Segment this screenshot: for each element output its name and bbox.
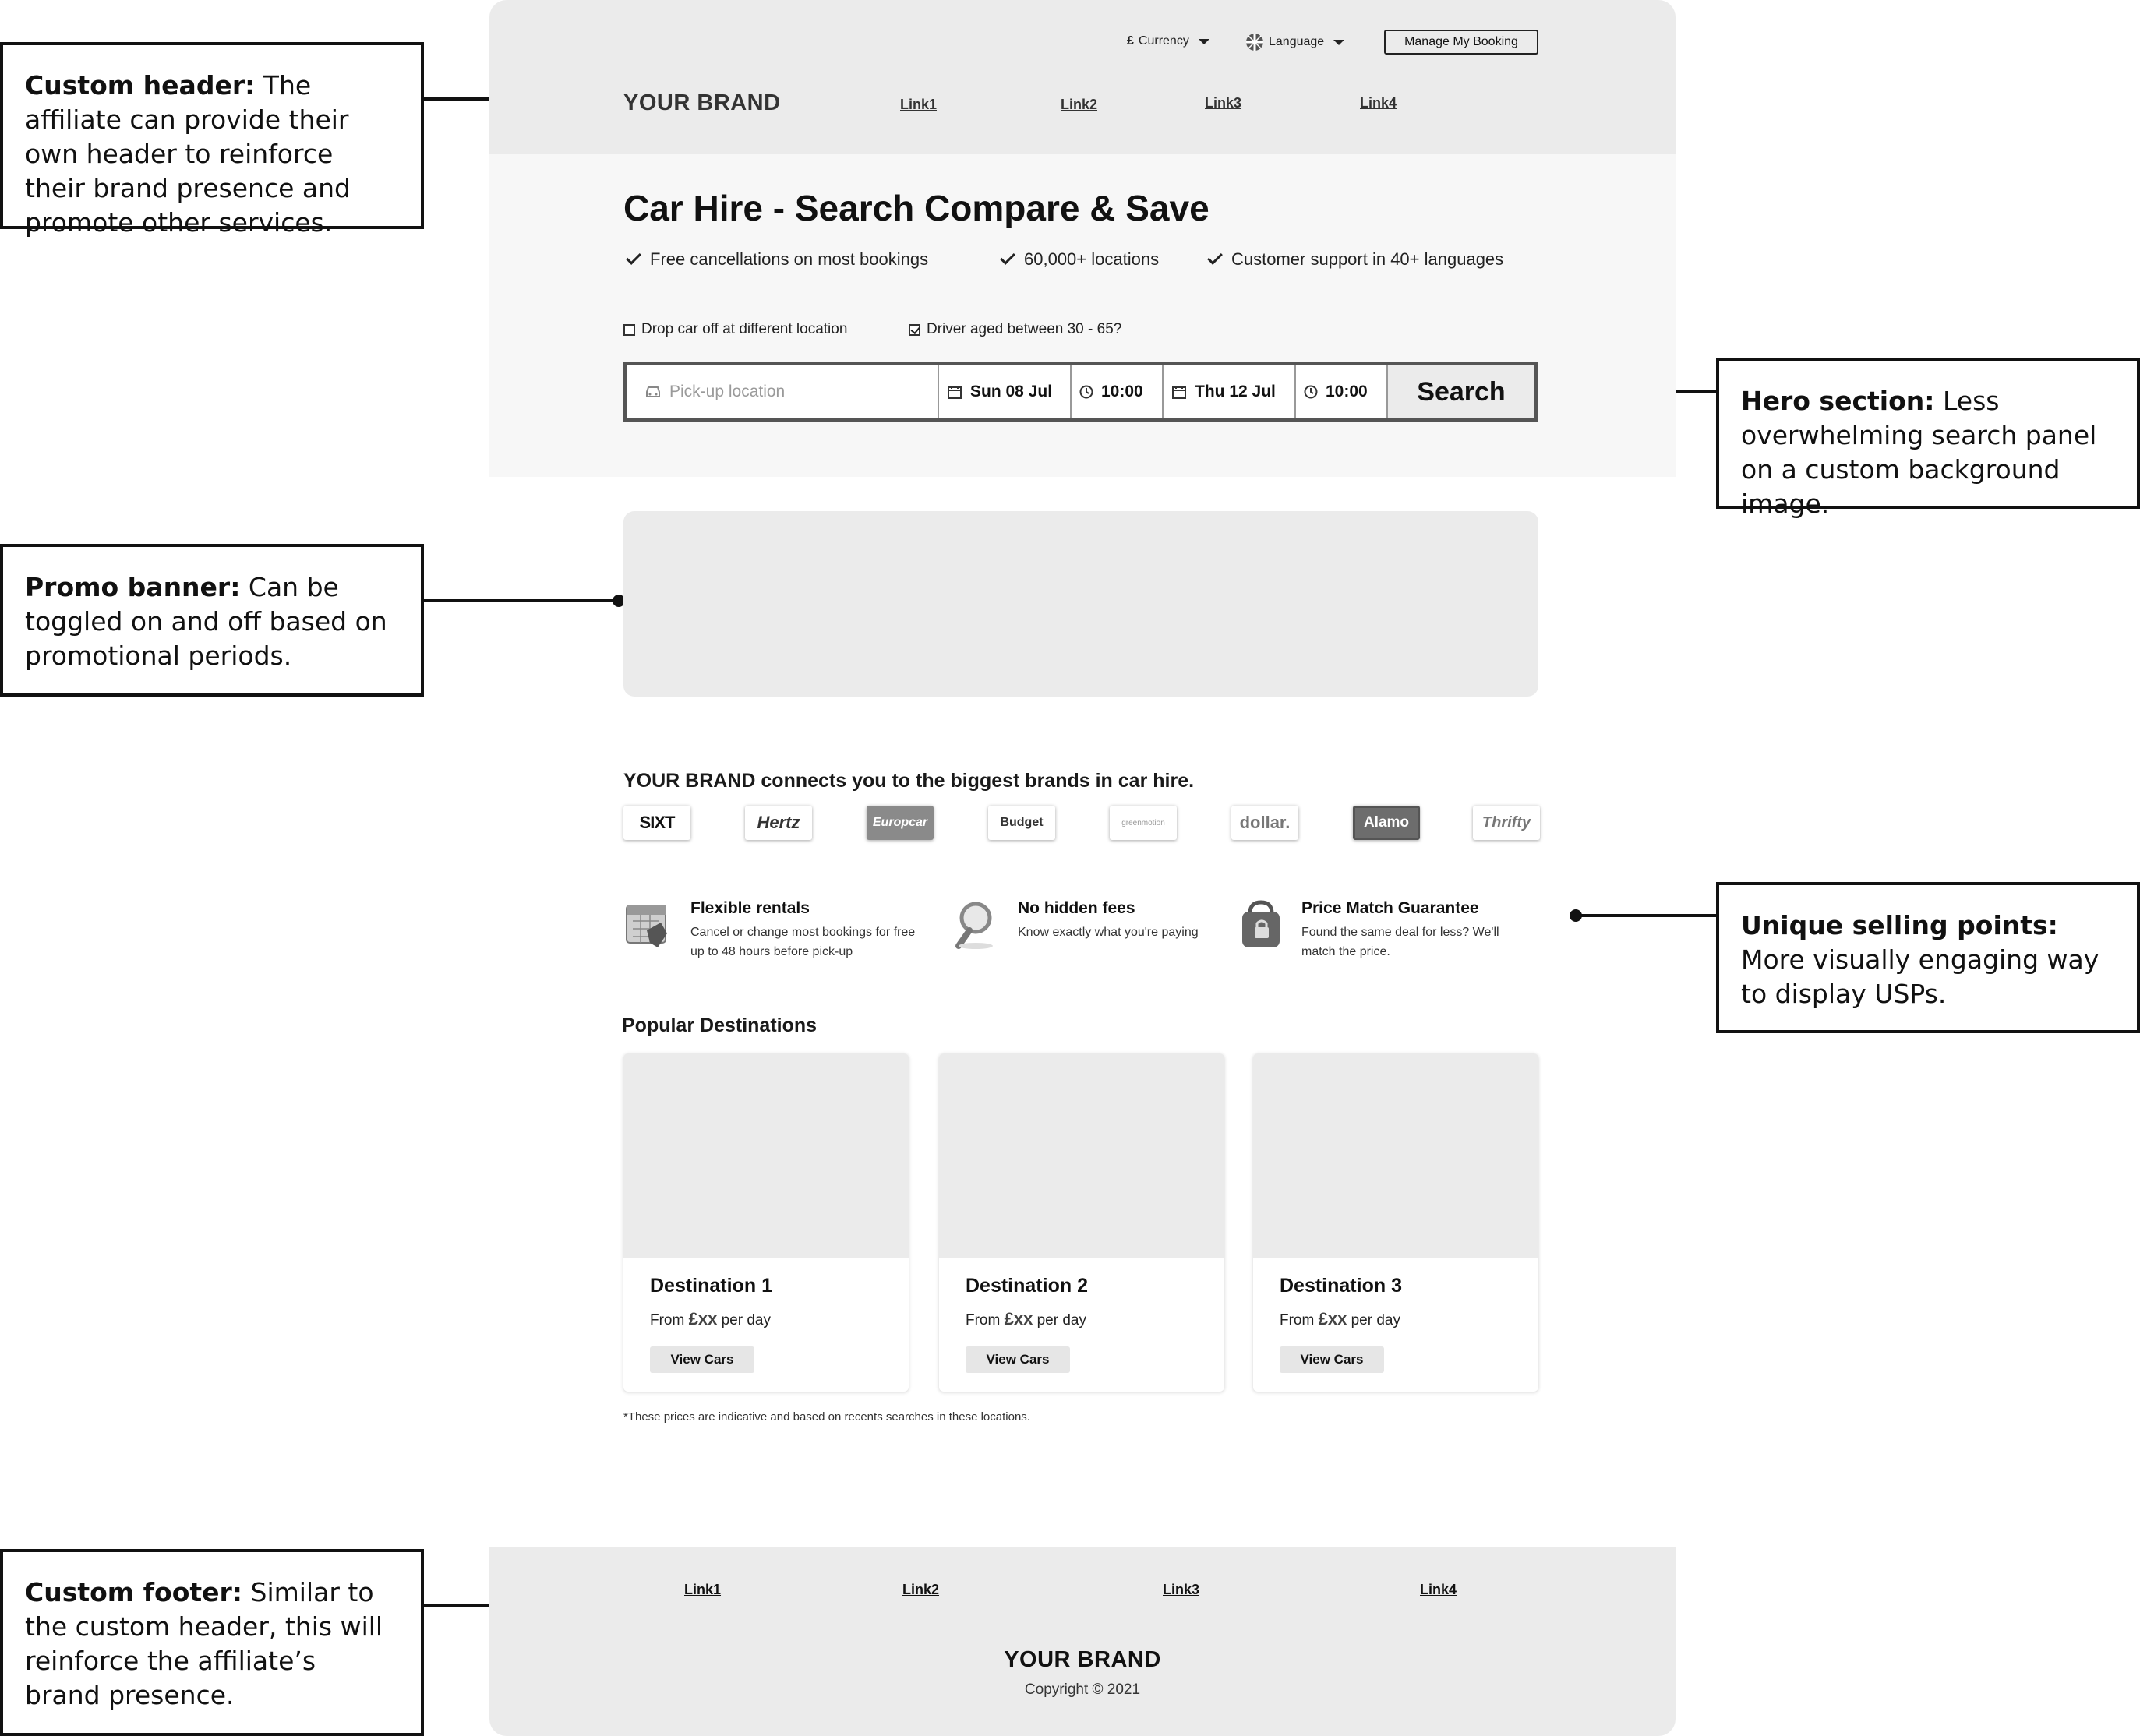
annotation-title: Hero section:: [1741, 386, 1935, 416]
footer-link-4[interactable]: Link4: [1420, 1582, 1457, 1597]
pickup-date-value: Sun 08 Jul: [970, 383, 1053, 400]
calendar-icon: [1171, 384, 1187, 400]
annotation-text: Similar to the custom header, this will reinforce the affiliate’s brand presence.: [25, 1577, 383, 1710]
header-link-2[interactable]: Link2: [1061, 97, 1098, 112]
pickup-placeholder: Pick-up location: [669, 383, 786, 400]
view-cars-button[interactable]: View Cars: [966, 1346, 1070, 1373]
header-link-4[interactable]: Link4: [1360, 95, 1397, 111]
usp-text: Know exactly what you're paying: [1018, 926, 1199, 939]
destination-price: [650, 1309, 771, 1329]
language-label: Language: [1269, 35, 1325, 48]
price-prefix: From: [1280, 1312, 1319, 1328]
different-dropoff-option[interactable]: [623, 321, 847, 338]
checkbox-label: Driver aged between 30 - 65?: [927, 321, 1122, 337]
usp-text: Found the same deal for less? We'll match the price.: [1301, 926, 1499, 958]
calendar-icon: [947, 384, 962, 400]
caret-down-icon: [1333, 40, 1344, 45]
footer-link-2[interactable]: Link2: [902, 1582, 940, 1597]
brands-title: YOUR BRAND connects you to the biggest brands in car hire.: [623, 770, 1195, 792]
check-icon: [626, 249, 641, 265]
hero-usp-text: 60,000+ locations: [1024, 249, 1160, 269]
price-suffix: per day: [1347, 1312, 1400, 1328]
destination-image: [939, 1053, 1224, 1258]
different-dropoff-checkbox[interactable]: [623, 324, 635, 336]
europcar-logo: Europcar: [867, 806, 934, 840]
annotation-title: Custom header:: [25, 70, 256, 101]
hero-usp-text: Customer support in 40+ languages: [1231, 249, 1504, 269]
annotation-unique-selling-points: [1716, 882, 2140, 1033]
hero-usp-text: Free cancellations on most bookings: [650, 249, 929, 269]
annotation-title: Unique selling points:: [1741, 910, 2058, 940]
promo-banner[interactable]: [623, 511, 1538, 697]
currency-label: Currency: [1138, 34, 1189, 48]
price-suffix: per day: [1033, 1312, 1086, 1328]
hero-usp: [627, 249, 928, 270]
price-value: £xx: [1318, 1309, 1347, 1328]
greenmotion-logo: greenmotion: [1110, 806, 1177, 840]
price-disclaimer: *These prices are indicative and based on recents searches in these locations.: [623, 1410, 1030, 1424]
language-selector[interactable]: [1245, 33, 1344, 51]
footer-brand-logo[interactable]: YOUR BRAND: [1004, 1647, 1161, 1672]
annotation-title: Custom footer:: [25, 1577, 243, 1607]
pickup-date-field[interactable]: [939, 365, 1072, 418]
destination-image: [623, 1053, 909, 1258]
hero-usp: [1208, 249, 1503, 270]
search-panel: [623, 362, 1538, 422]
dropoff-date-field[interactable]: [1164, 365, 1296, 418]
destination-price: [1280, 1309, 1400, 1329]
annotation-title: Promo banner:: [25, 572, 241, 602]
dollar-logo: dollar.: [1231, 806, 1298, 840]
annotation-custom-footer: [0, 1549, 424, 1736]
usp-title: No hidden fees: [1018, 899, 1135, 917]
pickup-location-input[interactable]: [627, 365, 939, 418]
check-icon: [1207, 249, 1223, 265]
manage-booking-button[interactable]: Manage My Booking: [1384, 30, 1538, 55]
car-icon: [644, 385, 662, 399]
hero-usp: [1001, 249, 1159, 270]
page-mockup: [489, 0, 1676, 1736]
destination-name: Destination 3: [1280, 1275, 1402, 1297]
annotation-text: Can be toggled on and off based on promotional periods.: [25, 572, 387, 671]
sixt-logo: SIXT: [623, 806, 690, 840]
annotation-text: Less overwhelming search panel on a custom background image.: [1741, 386, 2097, 519]
dropoff-date-value: Thu 12 Jul: [1195, 383, 1276, 400]
clock-icon: [1079, 385, 1093, 399]
destination-card[interactable]: [623, 1053, 909, 1392]
destination-image: [1253, 1053, 1538, 1258]
price-prefix: From: [650, 1312, 689, 1328]
flag-icon: [1245, 33, 1264, 51]
header-link-1[interactable]: Link1: [900, 97, 938, 112]
destination-name: Destination 2: [966, 1275, 1088, 1297]
view-cars-button[interactable]: View Cars: [1280, 1346, 1384, 1373]
clock-icon: [1304, 385, 1318, 399]
dropoff-time-field[interactable]: [1296, 365, 1388, 418]
price-suffix: per day: [717, 1312, 771, 1328]
footer-link-1[interactable]: Link1: [684, 1582, 722, 1597]
dropoff-time-value: 10:00: [1326, 383, 1368, 400]
padlock-bag-icon: [1238, 899, 1286, 951]
currency-selector[interactable]: [1127, 34, 1209, 48]
magnifier-icon: [952, 899, 1001, 951]
custom-footer: [489, 1547, 1676, 1736]
calendar-hand-icon: [623, 899, 672, 951]
usp-text: Cancel or change most bookings for free up to 48 hours before pick-up: [690, 926, 916, 958]
custom-header: [489, 0, 1676, 154]
destination-card[interactable]: [1253, 1053, 1538, 1392]
driver-age-option[interactable]: [909, 321, 1121, 338]
checkbox-label: Drop car off at different location: [641, 321, 848, 337]
search-button[interactable]: Search: [1388, 365, 1534, 418]
budget-logo: Budget: [988, 806, 1055, 840]
pound-icon: £: [1127, 34, 1134, 48]
pickup-time-value: 10:00: [1101, 383, 1143, 400]
hero-title: Car Hire - Search Compare & Save: [623, 188, 1209, 228]
usp-title: Flexible rentals: [690, 899, 810, 917]
destination-name: Destination 1: [650, 1275, 772, 1297]
header-link-3[interactable]: Link3: [1205, 95, 1242, 111]
pickup-time-field[interactable]: [1072, 365, 1164, 418]
annotation-hero-section: [1716, 358, 2140, 519]
view-cars-button[interactable]: View Cars: [650, 1346, 754, 1373]
destination-price: [966, 1309, 1086, 1329]
usp-title: Price Match Guarantee: [1301, 899, 1479, 917]
annotation-promo-banner: [0, 544, 424, 697]
driver-age-checkbox[interactable]: [909, 324, 920, 336]
destination-card[interactable]: [939, 1053, 1224, 1392]
check-icon: [1000, 249, 1015, 265]
price-prefix: From: [966, 1312, 1005, 1328]
footer-link-3[interactable]: Link3: [1163, 1582, 1200, 1597]
annotation-text: The affiliate can provide their own header to reinforce their brand presence and promote other services.: [25, 70, 351, 238]
header-brand-logo[interactable]: YOUR BRAND: [623, 90, 781, 115]
copyright-text: Copyright © 2021: [1024, 1681, 1141, 1698]
caret-down-icon: [1199, 39, 1209, 44]
popular-destinations-title: Popular Destinations: [622, 1014, 818, 1036]
price-value: £xx: [688, 1309, 718, 1328]
annotation-custom-header: [0, 42, 424, 238]
annotation-text: More visually engaging way to display USPs.: [1741, 944, 2099, 1009]
price-value: £xx: [1004, 1309, 1033, 1328]
thrifty-logo: Thrifty: [1473, 806, 1540, 840]
alamo-logo: Alamo: [1353, 806, 1420, 840]
hertz-logo: Hertz: [745, 806, 812, 840]
